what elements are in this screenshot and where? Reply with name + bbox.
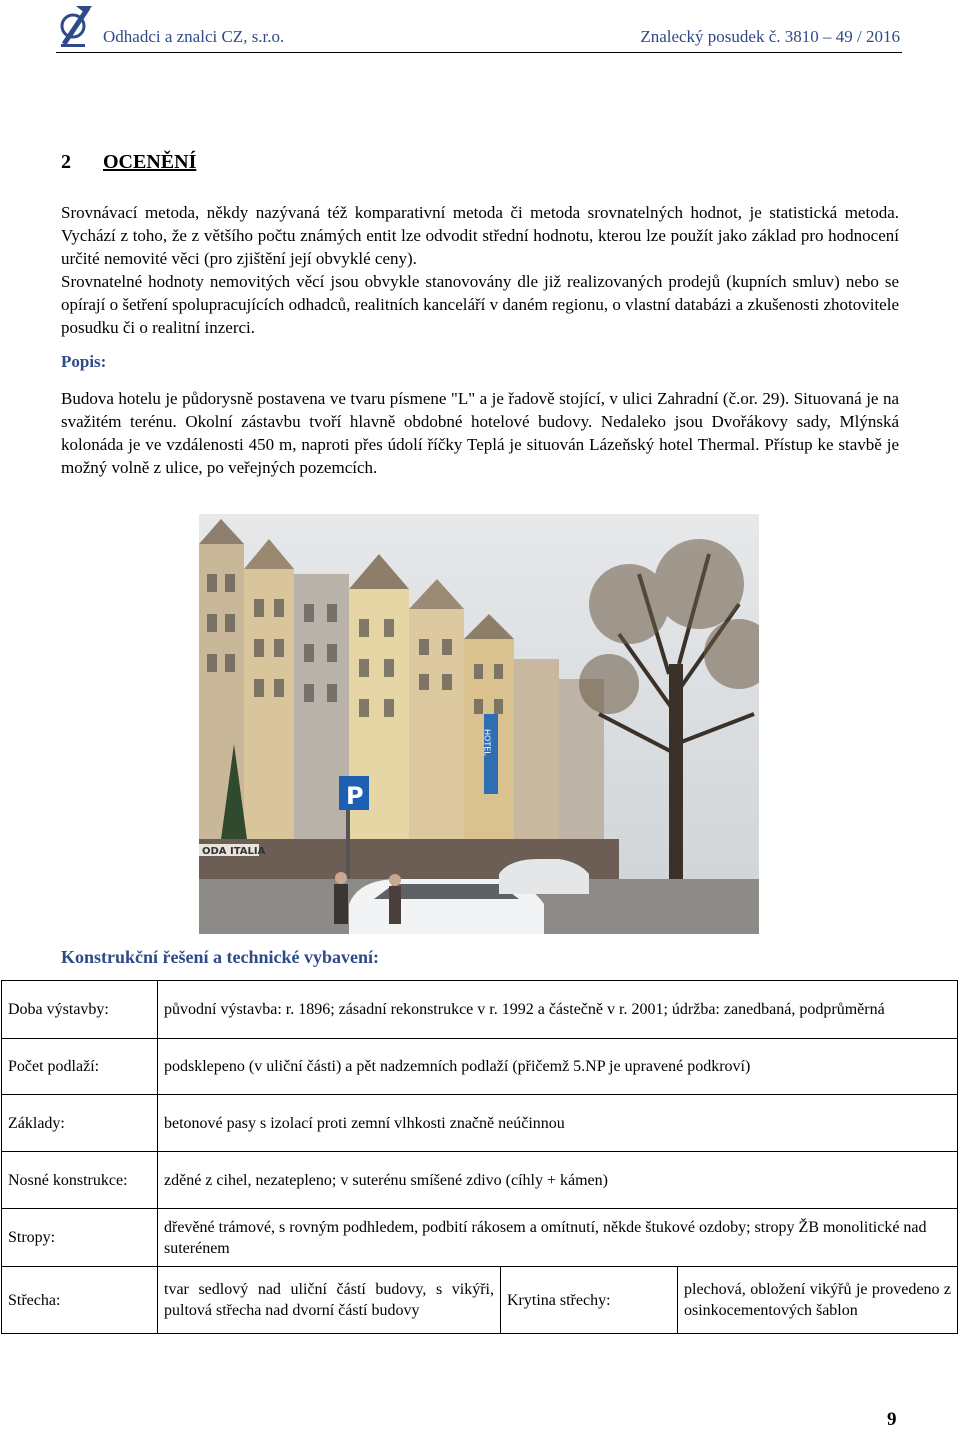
row-label: Základy:: [2, 1095, 158, 1152]
roof-split: [158, 1267, 957, 1333]
page-header: [56, 0, 902, 53]
company-logo-icon: [58, 4, 94, 48]
construction-table: [1, 980, 958, 1334]
hotel-sign-text: HOTEL: [482, 729, 492, 756]
page-number: 9: [887, 1409, 897, 1430]
row-label: Počet podlaží:: [2, 1039, 158, 1095]
parking-sign-text: P: [346, 782, 364, 810]
row-value: podsklepeno (v uliční části) a pět nadzemních podlaží (přičemž 5.NP je upravené podkroví): [158, 1039, 958, 1095]
report-number: Znalecký posudek č. 3810 – 49 / 2016: [640, 27, 900, 46]
row-label: Stropy:: [2, 1209, 158, 1267]
intro-paragraph-2: Srovnatelné hodnoty nemovitých věcí jsou obvykle stanovovány dle již realizovaných prodejů (kupních smluv) nebo se opírají o šetření spolupracujících odhadců, realitních kanceláří v daném regionu, o vlastní databázi a zkušenosti zhotovitele posudku či o realitní inzerci.: [61, 272, 899, 337]
construction-title: Konstrukční řešení a technické vybavení:: [61, 947, 379, 967]
roof-value: tvar sedlový nad uliční částí budovy, s vikýři, pultová střecha nad dvorní částí budovy: [158, 1267, 501, 1333]
table-row: [2, 1209, 958, 1267]
section-number: 2: [61, 151, 71, 173]
company-name: Odhadci a znalci CZ, s.r.o.: [103, 27, 285, 46]
roof-cover-value: plechová, obložení vikýřů je provedeno z osinkocementových šablon: [684, 1281, 951, 1319]
section-heading: [61, 151, 196, 174]
row-value: původní výstavba: r. 1896; zásadní rekonstrukce v r. 1992 a částečně v r. 2001; údržba: zanedbaná, podprůměrná: [158, 981, 958, 1039]
table-row: [2, 1095, 958, 1152]
roof-cover-label: Krytina střechy:: [501, 1267, 678, 1333]
row-value: dřevěné trámové, s rovným podhledem, podbití rákosem a omítnutí, někde štukové ozdoby; stropy ŽB monolitické nad suterénem: [158, 1209, 958, 1267]
table-row: [2, 1267, 958, 1334]
row-label: Doba výstavby:: [2, 981, 158, 1039]
table-row: [2, 981, 958, 1039]
table-row: [2, 1039, 958, 1095]
popis-paragraph: Budova hotelu je půdorysně postavena ve tvaru písmene "L" a je řadově stojící, v ulici Zahradní (č.or. 29). Situovaná je na svažitém terénu. Okolní zástavbu tvoří hlavně obdobné hotelové budovy. Nedaleko jsou Dvořákovy sady, Mlýnská kolonáda je ve vzdálenosti 450 m, naproti přes údolí říčky Teplá je situován Lázeňský hotel Thermal. Přístup ke stavbě je možný volně z ulice, po veřejných pozemcích.: [61, 389, 899, 477]
row-value: betonové pasy s izolací proti zemní vlhkosti značně neúčinnou: [158, 1095, 958, 1152]
street-photo: [199, 514, 759, 934]
section-title: OCENĚNÍ: [103, 151, 197, 173]
intro-paragraph-1: Srovnávací metoda, někdy nazývaná též komparativní metoda či metoda srovnatelných hodnot, je statistická metoda. Vychází z toho, že z většího počtu známých entit lze odvodit střední hodnotu, kterou lze použít jako základ pro hodnocení určité nemovité věci (pro zjištění její obvyklé ceny).: [61, 203, 899, 268]
row-value: zděné z cihel, nezatepleno; v suterénu smíšené zdivo (cíhly + kámen): [158, 1152, 958, 1209]
shop-sign-text: ODA ITALIA: [202, 846, 266, 857]
table-row: [2, 1152, 958, 1209]
street-photo-illustration: [199, 514, 759, 934]
row-label: Střecha:: [2, 1267, 158, 1334]
row-label: Nosné konstrukce:: [2, 1152, 158, 1209]
popis-label: Popis:: [61, 352, 107, 371]
